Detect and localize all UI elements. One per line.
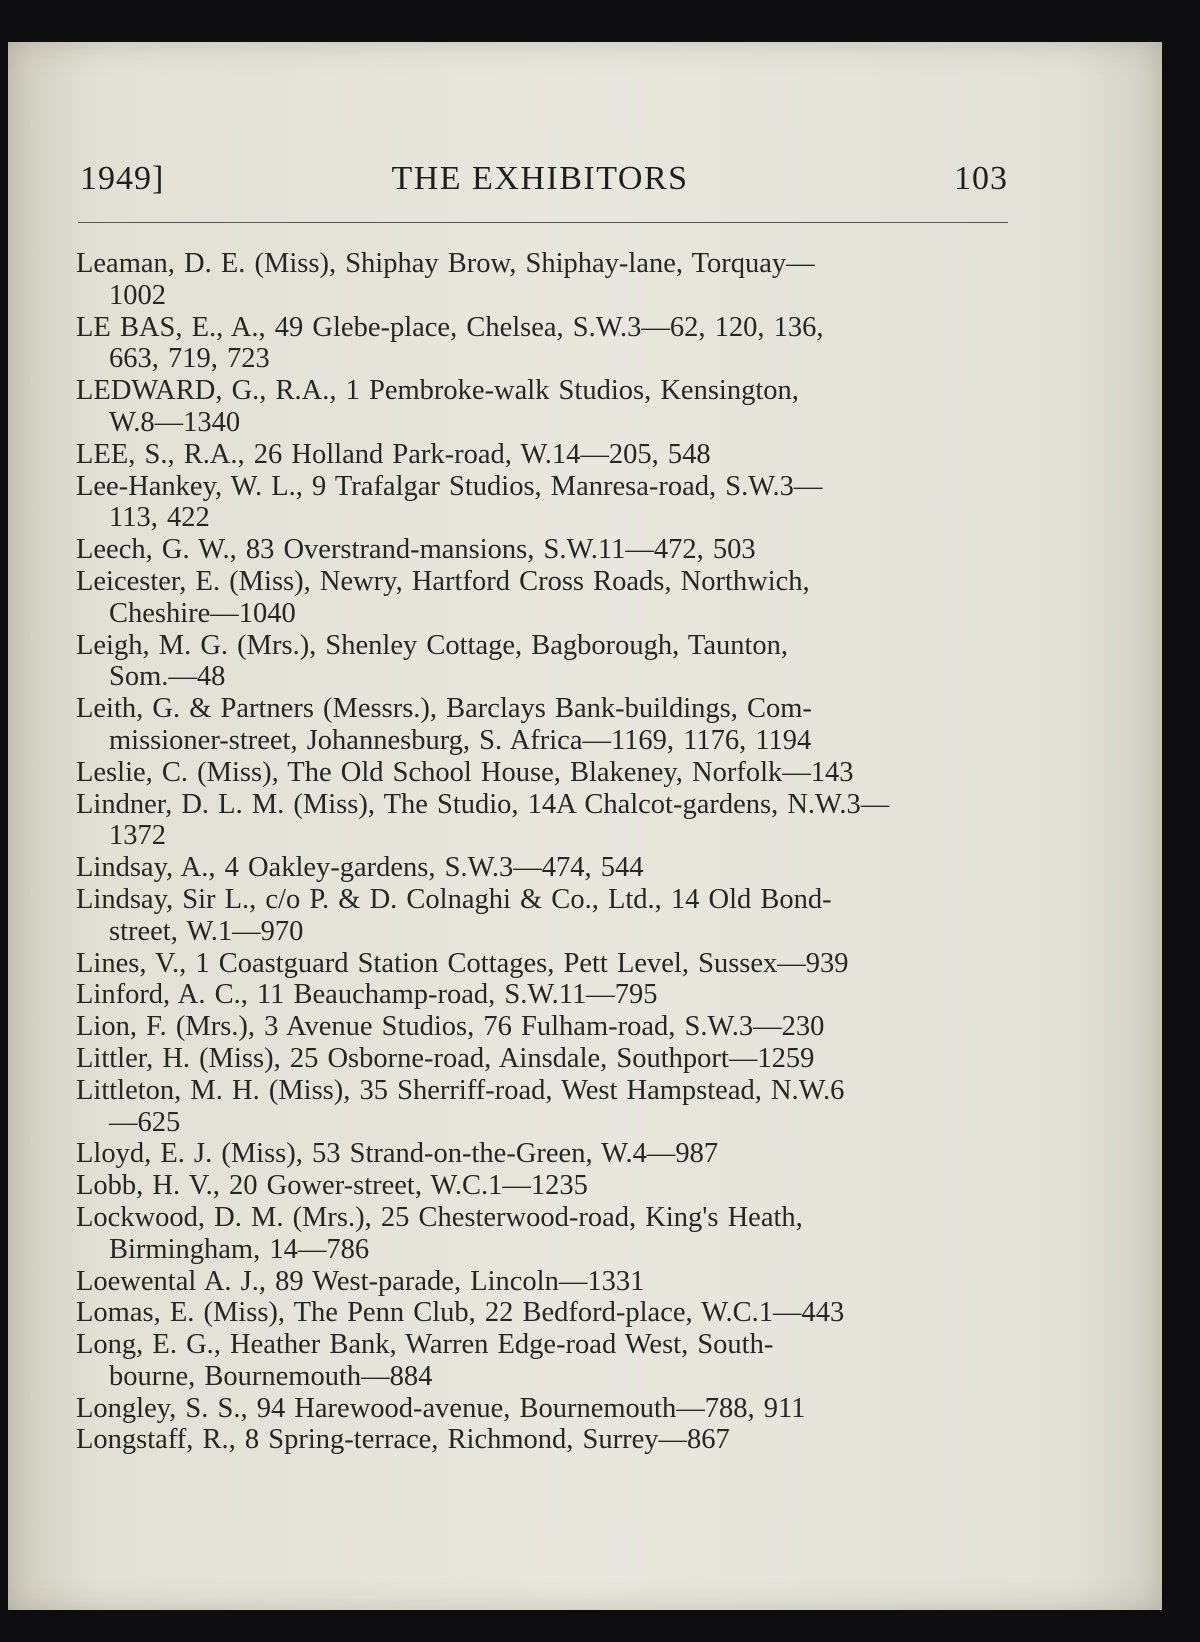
exhibitor-entry: Lobb, H. V., 20 Gower-street, W.C.1—1235 <box>76 1170 588 1202</box>
exhibitor-entry: Longstaff, R., 8 Spring-terrace, Richmond, Surrey—867 <box>76 1424 730 1456</box>
exhibitor-entry: Lee-Hankey, W. L., 9 Trafalgar Studios, Manresa-road, S.W.3— 113, 422 <box>76 470 823 534</box>
header-year: 1949] <box>80 160 165 197</box>
exhibitor-entry: LEDWARD, G., R.A., 1 Pembroke-walk Studios, Kensington, W.8—1340 <box>76 375 799 438</box>
exhibitor-entry: Lindsay, Sir L., c/o P. & D. Colnaghi & Co., Ltd., 14 Old Bond- street, W.1—970 <box>76 883 832 947</box>
exhibitor-entry: Lockwood, D. M. (Mrs.), 25 Chesterwood-road, King's Heath, Birmingham, 14—786 <box>76 1201 803 1265</box>
exhibitor-entry: Lomas, E. (Miss), The Penn Club, 22 Bedford-place, W.C.1—443 <box>76 1297 845 1329</box>
exhibitor-entry: LEE, S., R.A., 26 Holland Park-road, W.14—205, 548 <box>76 438 711 470</box>
exhibitor-entry: Lloyd, E. J. (Miss), 53 Strand-on-the-Green, W.4—987 <box>76 1138 719 1170</box>
exhibitor-entry: Leech, G. W., 83 Overstrand-mansions, S.W.11—472, 503 <box>76 534 756 566</box>
exhibitor-entry: Leslie, C. (Miss), The Old School House, Blakeney, Norfolk—143 <box>76 756 854 788</box>
exhibitor-entry: LE BAS, E., A., 49 Glebe-place, Chelsea, S.W.3—62, 120, 136, 663, 719, 723 <box>76 311 824 375</box>
exhibitor-entry: Loewental A. J., 89 West-parade, Lincoln—1331 <box>76 1265 645 1297</box>
exhibitor-entry: Longley, S. S., 94 Harewood-avenue, Bournemouth—788, 911 <box>76 1392 806 1424</box>
exhibitor-entry: Lindner, D. L. M. (Miss), The Studio, 14A Chalcot-gardens, N.W.3— 1372 <box>76 788 890 852</box>
exhibitor-entry: Lindsay, A., 4 Oakley-gardens, S.W.3—474, 544 <box>76 852 644 884</box>
exhibitor-entry: Leith, G. & Partners (Messrs.), Barclays Bank-buildings, Com- missioner-street, Johannesburg, S. Africa—1169, 1176, 1194 <box>76 693 812 756</box>
exhibitor-entry: Leigh, M. G. (Mrs.), Shenley Cottage, Bagborough, Taunton, Som.—48 <box>76 629 789 693</box>
exhibitor-entry: Lines, V., 1 Coastguard Station Cottages, Pett Level, Sussex—939 <box>76 947 849 979</box>
exhibitor-entry: Long, E. G., Heather Bank, Warren Edge-road West, South- bourne, Bournemouth—884 <box>76 1329 774 1392</box>
exhibitor-entry: Leicester, E. (Miss), Newry, Hartford Cross Roads, Northwich, Cheshire—1040 <box>76 565 810 629</box>
header-rule <box>78 222 1008 223</box>
exhibitor-entry: Linford, A. C., 11 Beauchamp-road, S.W.11—795 <box>76 979 658 1011</box>
exhibitor-entry: Littleton, M. H. (Miss), 35 Sherriff-road, West Hampstead, N.W.6 —625 <box>76 1074 845 1138</box>
exhibitor-entry: Leaman, D. E. (Miss), Shiphay Brow, Shiphay-lane, Torquay— 1002 <box>76 248 815 311</box>
page-number: 103 <box>954 160 1008 197</box>
exhibitor-entry: Littler, H. (Miss), 25 Osborne-road, Ainsdale, Southport—1259 <box>76 1042 815 1074</box>
page-title: THE EXHIBITORS <box>391 160 689 197</box>
exhibitor-list <box>76 248 1056 1456</box>
running-header <box>72 160 1008 204</box>
exhibitor-entry: Lion, F. (Mrs.), 3 Avenue Studios, 76 Fulham-road, S.W.3—230 <box>76 1011 825 1043</box>
